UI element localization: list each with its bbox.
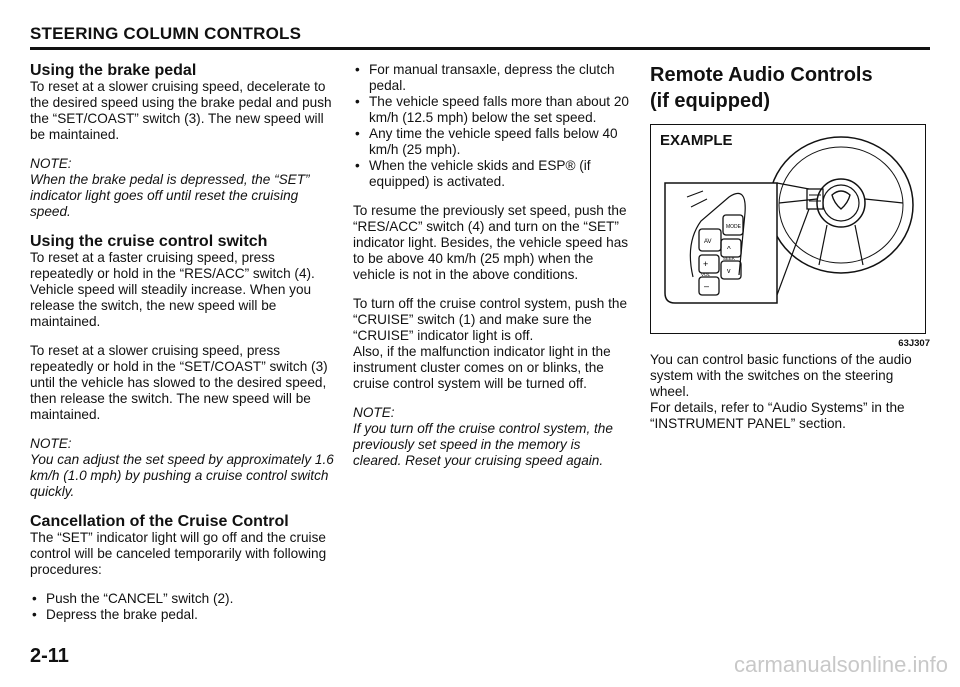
figure-label: EXAMPLE (660, 132, 733, 149)
steering-wheel-illustration (651, 125, 924, 332)
page-header-title: STEERING COLUMN CONTROLS (30, 24, 302, 43)
seek-label: SEEK (723, 256, 736, 261)
list-item: • When the vehicle skids and ESP® (if equipped) is activated. (369, 158, 631, 190)
list-item: • Any time the vehicle speed falls below 40 km/h (25 mph). (369, 126, 631, 158)
page-number: 2-11 (30, 645, 69, 667)
remote-audio-heading-line2: (if equipped) (650, 90, 770, 112)
brake-note-text: When the brake pedal is depressed, the “SET” indicator light goes off until reset the cruising speed. (30, 172, 310, 219)
column-right (650, 62, 930, 432)
list-item: • The vehicle speed falls more than about 20 km/h (12.5 mph) below the set speed. (369, 94, 631, 126)
brake-pedal-body: To reset at a slower cruising speed, decelerate to the desired speed using the brake pedal and push the “SET/COAST” switch (3). The new speed will be maintained. (30, 79, 332, 142)
column-middle (353, 62, 631, 469)
steering-wheel-figure (650, 124, 926, 334)
svg-text:v: v (727, 268, 731, 275)
middle-note-label: NOTE: (353, 405, 395, 420)
svg-text:–: – (704, 281, 710, 291)
svg-text:MODE: MODE (726, 224, 741, 230)
column-left (30, 62, 336, 623)
cancellation-body: The “SET” indicator light will go off and the cruise control will be canceled temporarily with following procedures: (30, 530, 327, 577)
turn-off-paragraph: To turn off the cruise control system, push the “CRUISE” switch (1) and make sure the “CRUISE” indicator light is off. (353, 296, 628, 343)
list-item: • Push the “CANCEL” switch (2). (46, 591, 336, 607)
svg-text:+: + (703, 259, 709, 269)
list-item: • For manual transaxle, depress the clutch pedal. (369, 62, 631, 94)
figure-code: 63J307 (898, 338, 930, 349)
list-item: • Depress the brake pedal. (46, 607, 336, 623)
remote-audio-body-1: You can control basic functions of the audio system with the switches on the steering wheel. (650, 352, 912, 399)
cancellation-heading: Cancellation of the Cruise Control (30, 513, 289, 530)
cruise-switch-body-2: To reset at a slower cruising speed, press repeatedly or hold in the “SET/COAST” switch (3) until the vehicle has slowed to the desired speed, then release the switch. The new speed will be maintained. (30, 343, 328, 422)
cancellation-conditions-list (353, 62, 631, 190)
switch-note-text: You can adjust the set speed by approximately 1.6 km/h (1.0 mph) by pushing a cruise control switch quickly. (30, 452, 334, 499)
cruise-switch-body-1: To reset at a faster cruising speed, press repeatedly or hold in the “RES/ACC” switch (4). Vehicle speed will steadily increase. When you release the switch, the new speed will be maintained. (30, 250, 315, 329)
brake-pedal-heading: Using the brake pedal (30, 62, 197, 79)
cruise-switch-heading: Using the cruise control switch (30, 233, 268, 250)
cancellation-list (30, 591, 336, 623)
remote-audio-heading-line1: Remote Audio Controls (650, 64, 873, 86)
middle-note-text: If you turn off the cruise control system, the previously set speed in the memory is cleared. Reset your cruising speed again. (353, 421, 613, 468)
vol-label: VOL (701, 272, 711, 277)
remote-audio-body-2: For details, refer to “Audio Systems” in the “INSTRUMENT PANEL” section. (650, 400, 905, 431)
remote-audio-heading (650, 62, 930, 114)
svg-text:^: ^ (727, 245, 731, 254)
switch-note-label: NOTE: (30, 436, 72, 451)
watermark: carmanualsonline.info (733, 652, 948, 677)
header-rule (30, 47, 930, 50)
malfunction-paragraph: Also, if the malfunction indicator light in the instrument cluster comes on or blinks, the cruise control system will be turned off. (353, 344, 611, 391)
brake-note-label: NOTE: (30, 156, 72, 171)
svg-text:AV: AV (704, 239, 712, 245)
resume-paragraph: To resume the previously set speed, push the “RES/ACC” switch (4) and turn on the “SET” indicator light. Besides, the vehicle speed has to be above 40 km/h (25 mph) when the vehicle is not in the above conditions. (353, 203, 629, 282)
